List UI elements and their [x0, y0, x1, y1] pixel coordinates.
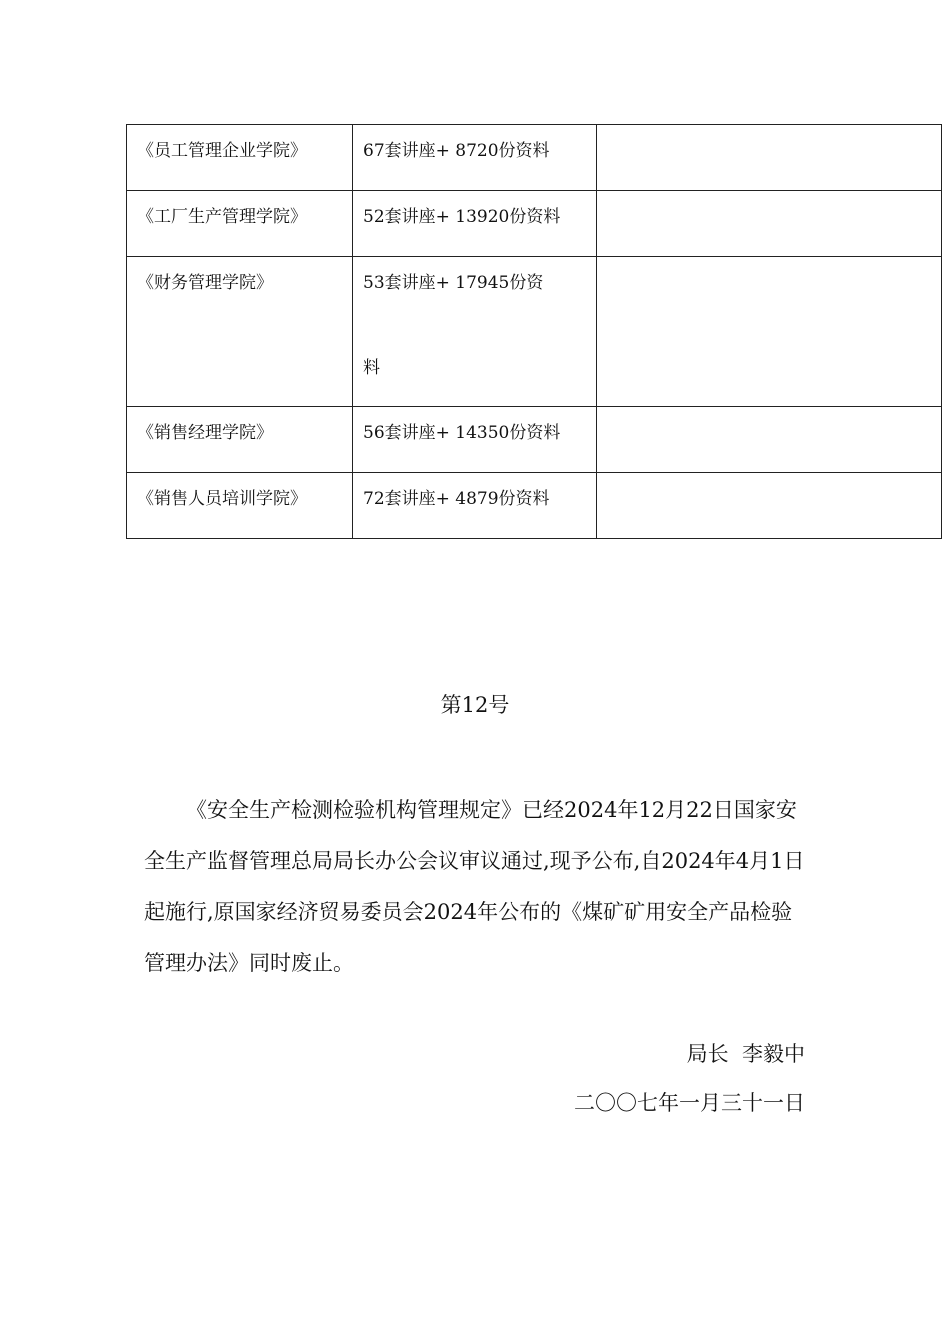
course-note-cell	[597, 407, 942, 473]
course-note-cell	[597, 473, 942, 539]
table-row	[127, 473, 942, 539]
course-name-cell: 《销售经理学院》	[127, 407, 353, 473]
notice-paragraph	[144, 785, 808, 989]
table-row	[127, 191, 942, 257]
course-table	[126, 124, 942, 539]
issue-date: 二〇〇七年一月三十一日	[574, 1091, 805, 1115]
course-name-cell: 《员工管理企业学院》	[127, 125, 353, 191]
table-row	[127, 257, 942, 407]
course-amount-cell: 52套讲座+ 13920份资料	[353, 191, 597, 257]
course-note-cell	[597, 257, 942, 407]
course-amount-line-2: 料	[363, 358, 380, 378]
table-row	[127, 407, 942, 473]
course-name-cell: 《销售人员培训学院》	[127, 473, 353, 539]
notice-body-text: 《安全生产检测检验机构管理规定》已经2024年12月22日国家安全生产监督管理总局局长办公会议审议通过,现予公布,自2024年4月1日起施行,原国家经济贸易委员会2024年公布的《煤矿矿用安全产品检验管理办法》同时废止。	[144, 798, 805, 975]
document-number: 第12号	[440, 693, 510, 717]
course-name-cell: 《财务管理学院》	[127, 257, 353, 407]
course-note-cell	[597, 125, 942, 191]
table-row	[127, 125, 942, 191]
course-name-cell: 《工厂生产管理学院》	[127, 191, 353, 257]
course-amount-cell: 56套讲座+ 14350份资料	[353, 407, 597, 473]
course-amount-cell: 67套讲座+ 8720份资料	[353, 125, 597, 191]
course-amount-cell	[353, 257, 597, 407]
course-amount-cell: 72套讲座+ 4879份资料	[353, 473, 597, 539]
course-amount-line-1: 53套讲座+ 17945份资	[363, 273, 544, 293]
signature-line: 局长 李毅中	[686, 1042, 805, 1066]
course-note-cell	[597, 191, 942, 257]
